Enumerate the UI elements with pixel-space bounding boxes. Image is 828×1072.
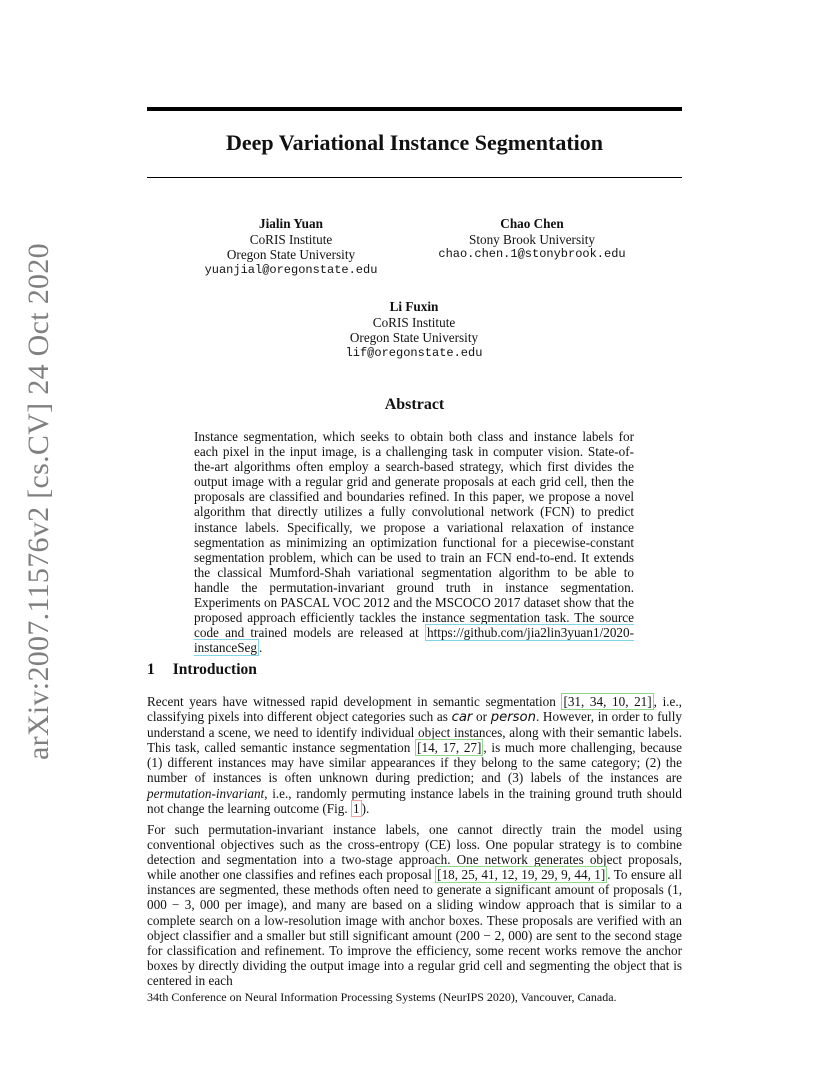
intro-paragraph-1 [147,694,682,816]
text-run: Recent years have witnessed rapid development in semantic segmentation [147,694,562,709]
title-top-rule [147,107,682,111]
author-email[interactable]: yuanjial@oregonstate.edu [204,262,378,277]
abstract-body [194,429,634,655]
example-term-car: car [451,710,473,726]
section-title: Introduction [172,661,257,678]
citation-link[interactable]: [31, 34, 10, 21] [563,694,652,709]
text-run: , is much more challenging, because (1) different instances may have similar appearances if they belong to the same category; (2) the number of instances is often unknown during prediction; and (3) labels of the instances are [147,740,682,786]
title-bottom-rule [147,177,682,178]
example-term-person: person [490,710,536,726]
author-affiliation: Oregon State University [226,247,356,262]
citation-link[interactable]: [18, 25, 41, 12, 19, 29, 9, 44, 1] [437,867,606,883]
author-name: Chao Chen [500,216,564,231]
source-code-link[interactable]: https://github.com/jia2lin3yuan1/2020-instanceSeg [194,625,635,656]
text-run: For such permutation-invariant instance labels, one cannot directly train the model using conventional objectives such as the cross-entropy (CE) loss. One popular strategy is to combine detection and segmentation into a two-stage approach. One network generates object proposals, while another one classifies and refines each proposal [147,822,682,883]
author-name: Li Fuxin [389,299,439,314]
citation-link[interactable]: [14, 17, 27] [417,740,482,756]
author-block-1 [196,216,386,278]
emphasis-term: permutation-invariant [147,785,265,801]
section-heading-introduction [147,661,257,679]
author-block-3 [312,299,516,361]
paper-title: Deep Variational Instance Segmentation [225,130,604,155]
author-affiliation: Stony Brook University [468,231,595,247]
author-email[interactable]: chao.chen.1@stonybrook.edu [438,247,626,261]
author-affiliation: Oregon State University [349,330,479,345]
text-run: , i.e., randomly permuting instance labels in the training ground truth should not change the learning outcome (Fig. [147,785,682,816]
author-name: Jialin Yuan [259,216,323,231]
section-number: 1 [147,661,155,678]
text-run: ). [361,800,370,816]
abstract-heading: Abstract [384,396,445,413]
text-run: or [472,709,491,725]
author-email[interactable]: lif@oregonstate.edu [345,345,483,360]
text-run: , i.e., classifying pixels into different object categories such as [147,694,682,725]
figure-reference-link[interactable]: 1 [352,800,360,816]
abstract-text: Instance segmentation, which seeks to obtain both class and instance labels for each pixel in the input image, is a challenging task in computer vision. State-of-the-art algorithms often employ a search-based strategy, which first divides the output image with a regular grid and generate proposals at each grid cell, then the proposals are classified and boundaries refined. In this paper, we propose a novel algorithm that directly utilizes a fully convolutional network (FCN) to predict instance labels. Specifically, we propose a variational relaxation of instance segmentation as minimizing an optimization functional for a piecewise-constant segmentation problem, which can be used to train an FCN end-to-end. It extends the classical Mumford-Shah variational segmentation algorithm to be able to handle the permutation-invariant ground truth in instance segmentation. Experiments on PASCAL VOC 2012 and the MSCOCO 2017 dataset show that the proposed approach efficiently tackles the instance segmentation task. The source code and trained models are released at [194,429,634,641]
arxiv-identifier-stamp: arXiv:2007.11576v2 [cs.CV] 24 Oct 2020 [22,243,55,760]
intro-paragraph-2 [147,822,682,988]
author-affiliation: CoRIS Institute [372,314,456,330]
author-affiliation: CoRIS Institute [249,231,333,247]
text-run: . However, in order to fully understand a scene, we need to identify individual object instances, along with their semantic labels. This task, called semantic instance segmentation [147,709,682,756]
conference-footnote: 34th Conference on Neural Information Processing Systems (NeurIPS 2020), Vancouver, Canada. [147,990,617,1004]
abstract-end: . [259,640,263,656]
text-run: . To ensure all instances are segmented, these methods often need to generate a significant amount of proposals (1, 000 − 3, 000 per image), and many are based on a sliding window approach that is similar to a complete search on a low-resolution image with anchor boxes. These proposals are verified with an object classifier and a smaller but still significant amount (200 − 2, 000) are sent to the second stage for classification and refinement. To improve the efficiency, some recent works remove the anchor boxes by directly dividing the output image into a regular grid cell and segmenting the object that is centered in each [147,867,682,988]
author-block-2 [432,216,632,263]
